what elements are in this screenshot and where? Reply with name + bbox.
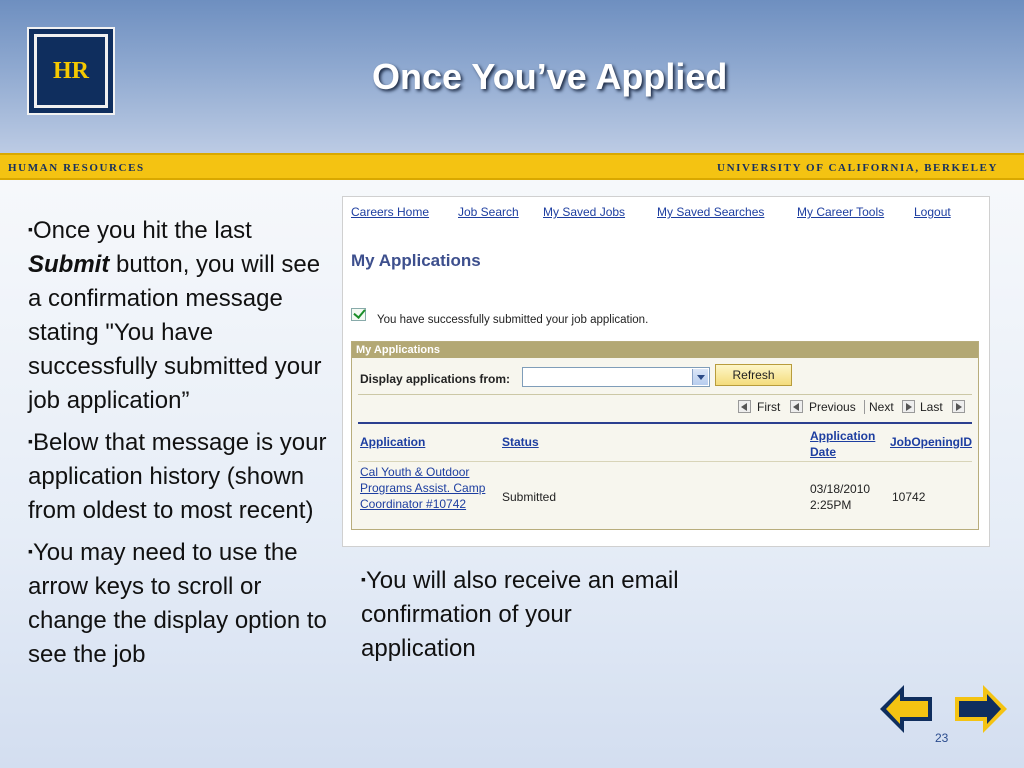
bullet-marker: ▪: [28, 221, 33, 237]
date-line1: 03/18/2010: [810, 482, 871, 496]
bullet-2: [28, 424, 328, 528]
bullet-3-text: You may need to use the arrow keys to scroll or change the display option to see the job: [28, 539, 327, 668]
pager-first[interactable]: First: [757, 400, 781, 414]
box-header: My Applications: [352, 342, 978, 358]
col-date-line1: Application: [810, 429, 876, 443]
pager-previous[interactable]: Previous: [809, 400, 856, 414]
chevron-down-icon[interactable]: [692, 369, 708, 385]
page-number: 23: [935, 731, 949, 745]
first-page-icon[interactable]: [738, 400, 751, 413]
pager-separator: [864, 400, 865, 414]
bullet-1-text-b: button, you will see a confirmation message stating "You have successfully submitted your job application”: [28, 251, 322, 414]
bullet-1: [28, 212, 328, 418]
table-top-rule: [358, 422, 972, 424]
filter-label: Display applications from:: [360, 372, 511, 386]
bullet-marker: ▪: [361, 571, 366, 587]
slide-title: Once You’ve Applied: [372, 56, 728, 97]
success-message: You have successfully submitted your job application.: [377, 314, 649, 326]
nav-job-search[interactable]: Job Search: [458, 205, 519, 219]
bullet-4-text: You will also receive an email confirmation of your application: [361, 567, 679, 662]
hr-logo: [27, 27, 115, 115]
bullet-1-bold: Submit: [28, 251, 110, 278]
bullet-marker: ▪: [28, 433, 33, 449]
band-right-text: UNIVERSITY OF CALIFORNIA, BERKELEY: [717, 162, 998, 174]
status-cell: Submitted: [502, 490, 557, 504]
bullet-marker: ▪: [28, 543, 33, 559]
applications-box: [351, 341, 979, 530]
hr-logo-text: HR: [34, 34, 108, 108]
row-divider: [358, 461, 972, 462]
forward-arrow-icon[interactable]: [953, 683, 1009, 735]
col-application[interactable]: Application: [360, 435, 426, 449]
col-job-opening-id[interactable]: JobOpeningID: [890, 435, 972, 449]
col-status[interactable]: Status: [502, 435, 539, 449]
nav-logout[interactable]: Logout: [914, 205, 951, 219]
bullet-list: [28, 212, 328, 678]
checkmark-icon: [351, 308, 366, 321]
bullet-2-text: Below that message is your application history (shown from oldest to most recent): [28, 429, 327, 524]
gold-band: [0, 153, 1024, 180]
date-cell: [810, 481, 870, 513]
divider: [358, 394, 972, 395]
refresh-button[interactable]: Refresh: [715, 364, 792, 386]
bullet-1-text-a: Once you hit the last: [32, 217, 252, 244]
nav-my-career-tools[interactable]: My Career Tools: [797, 205, 885, 219]
display-from-select[interactable]: [522, 367, 710, 387]
bullet-3: [28, 534, 328, 672]
next-page-icon[interactable]: [902, 400, 915, 413]
nav-careers-home[interactable]: Careers Home: [351, 205, 430, 219]
page-heading: My Applications: [351, 251, 481, 270]
bullet-4: [361, 562, 681, 666]
last-page-icon[interactable]: [952, 400, 965, 413]
previous-page-icon[interactable]: [790, 400, 803, 413]
back-arrow-icon[interactable]: [878, 683, 934, 735]
date-line2: 2:25PM: [810, 498, 852, 512]
applications-screenshot: [342, 196, 990, 547]
pager-last[interactable]: Last: [920, 400, 943, 414]
application-link[interactable]: Cal Youth & Outdoor Programs Assist. Camp Coordinator #10742: [360, 465, 486, 511]
col-application-date[interactable]: [810, 428, 880, 460]
band-left-text: HUMAN RESOURCES: [8, 162, 145, 174]
pager-next[interactable]: Next: [869, 400, 894, 414]
job-id-cell: 10742: [892, 490, 926, 504]
nav-my-saved-jobs[interactable]: My Saved Jobs: [543, 205, 626, 219]
nav-my-saved-searches[interactable]: My Saved Searches: [657, 205, 765, 219]
col-date-line2: Date: [810, 445, 837, 459]
